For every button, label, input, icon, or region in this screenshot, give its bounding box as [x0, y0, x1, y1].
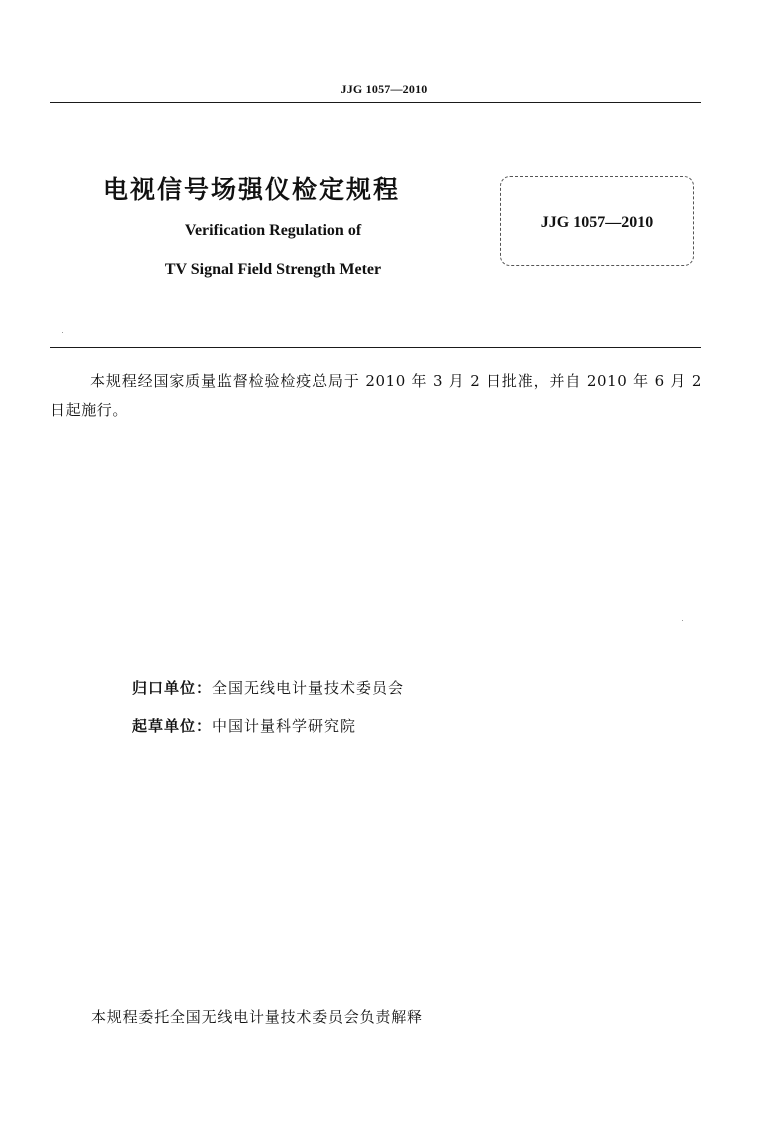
drafting-unit-label: 起草单位： [132, 717, 213, 735]
scan-speck [682, 620, 683, 621]
interpretation-note: 本规程委托全国无线电计量技术委员会负责解释 [91, 1008, 423, 1026]
header-standard-code: JJG 1057—2010 [340, 82, 428, 96]
title-chinese: 电视信号场强仪检定规程 [103, 175, 401, 204]
title-rule [50, 347, 701, 348]
title-english-line1: Verification Regulation of [184, 222, 362, 239]
title-english-line2: TV Signal Field Strength Meter [164, 261, 382, 278]
scan-speck [62, 332, 63, 333]
responsible-unit-row [132, 677, 404, 698]
drafting-unit-row [132, 715, 356, 736]
responsible-unit-label: 归口单位： [132, 679, 213, 697]
header-rule [50, 102, 701, 103]
responsible-unit-value: 全国无线电计量技术委员会 [212, 679, 405, 697]
approval-statement: 本规程经国家质量监督检验检疫总局于 2010 年 3 月 2 日批准，并自 2010 年 6 月 2 日起施行。 [50, 372, 702, 419]
standard-code-box-text: JJG 1057—2010 [540, 214, 654, 231]
drafting-unit-value: 中国计量科学研究院 [212, 717, 357, 735]
